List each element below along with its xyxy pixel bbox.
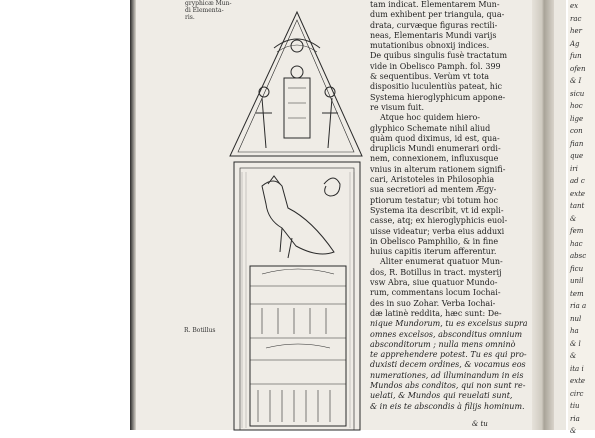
text-line: druplicis Mundi enumerari ordi- xyxy=(370,144,501,154)
right-page-fragment: ofen xyxy=(570,64,586,73)
text-line: mutationibus obnoxij indices. xyxy=(370,41,490,51)
text-line: & sequentibus. Verùm vt tota xyxy=(370,72,490,82)
text-line: sua secretiori ad mentem Ægy- xyxy=(370,185,497,195)
text-line: Mundos abs conditos, qui non sunt re- xyxy=(370,380,526,390)
text-line: Aliter enumerat quatuor Mun- xyxy=(380,257,503,267)
right-page-fragment: que xyxy=(570,152,584,160)
text-line: uisse videatur; verba eius adduxi xyxy=(370,226,505,236)
right-page-fragment: fian xyxy=(570,139,584,148)
text-line: dos, R. Botillus in tract. mysterij xyxy=(370,267,502,277)
text-line: numerationes, ad illuminandum in eis xyxy=(370,370,524,380)
text-line: Systema ita describit, vt id expli- xyxy=(370,205,504,215)
right-page-fragment: hoc xyxy=(570,102,583,110)
text-line: te apprehendere potest. Tu es qui pro- xyxy=(370,350,527,360)
text-line: absconditorum ; nulla mens omninò xyxy=(370,339,516,349)
right-page-fragment: lige xyxy=(570,114,584,123)
right-page-fragment: ria a xyxy=(570,302,587,310)
right-page-fragment: circ xyxy=(570,389,584,398)
right-page-fragment: ex xyxy=(570,2,579,10)
right-page-fragment: Ag xyxy=(570,39,580,48)
text-line: vnius in alterum rationem signifi- xyxy=(370,164,506,174)
right-page-fragment: & xyxy=(570,352,577,360)
text-line: re visum fuit. xyxy=(370,102,424,112)
right-page-fragment: ficu xyxy=(570,264,584,273)
right-page-fragment-column xyxy=(568,0,595,435)
right-page-fragment: exte xyxy=(570,189,586,198)
text-line: casse, atq; ex hieroglyphicis euol- xyxy=(370,216,508,226)
book-gutter xyxy=(532,0,554,430)
text-line: duxisti decem ordines, & vocamus eos xyxy=(370,360,526,370)
text-line: De quibus singulis fusè tractatum xyxy=(370,51,508,61)
right-page-fragment: tiu xyxy=(570,402,580,410)
right-page-fragment: ita i xyxy=(570,364,584,373)
right-page-fragment: ha xyxy=(570,327,579,335)
right-page-fragment: fun xyxy=(570,52,582,60)
text-line: rum, commentans locum Iochai- xyxy=(370,288,501,298)
text-line: uelati, & Mundos qui reuelati sunt, xyxy=(370,391,513,401)
text-line: in Obelisco Pamphilio, & in fine xyxy=(370,236,499,246)
margin-note-line: di Elementa- xyxy=(185,7,224,14)
text-line: Systema hieroglyphicum appone- xyxy=(370,92,506,102)
right-page-fragment: con xyxy=(570,127,583,135)
right-page-fragment: tem xyxy=(570,289,584,298)
right-page-fragment: tant xyxy=(570,202,585,210)
main-text-column xyxy=(370,0,528,412)
text-line: glyphico Schemate nihil aliud xyxy=(370,123,491,133)
text-line: Atque hoc quidem hiero- xyxy=(380,113,480,123)
text-line: dispositio luculentiùs pateat, hic xyxy=(370,82,502,92)
right-page-fragment: unil xyxy=(570,277,584,285)
text-line: cari, Aristoteles in Philosophia xyxy=(370,175,495,185)
right-page-fragment: her xyxy=(570,27,582,35)
obelisk-engraving xyxy=(222,8,372,430)
right-page-fragment: iri xyxy=(570,164,578,173)
text-line: dum exhibent per triangula, qua- xyxy=(370,10,505,20)
text-line: neas, Elementaris Mundi varijs xyxy=(370,30,497,40)
text-line: tam indicat. Elementarem Mun- xyxy=(370,0,500,9)
text-line: huius capitis iterum afferentur. xyxy=(370,247,497,257)
right-page-fragment: ria xyxy=(570,414,580,423)
text-line: vide in Obelisco Pamph. fol. 399 xyxy=(370,61,501,71)
right-page-fragment: fem xyxy=(570,227,584,235)
text-line: nique Mundorum, tu es excelsus supra xyxy=(370,319,528,329)
right-page-fragment: sicu xyxy=(570,89,585,98)
right-page-fragment: & I xyxy=(570,77,582,85)
right-page-fragment: & xyxy=(570,427,577,435)
text-line: nem, connexionem, influxusque xyxy=(370,154,499,164)
right-page-fragment: rac xyxy=(570,14,582,23)
text-line: drata, curvæque figuras rectili- xyxy=(370,20,498,30)
text-line: ptiorum testatur; vbi totum hoc xyxy=(370,195,499,205)
catchword: & tu xyxy=(472,420,488,428)
right-page-fragment: exte xyxy=(570,377,586,385)
margin-note-line: gryphicæ Mun- xyxy=(185,0,232,7)
right-page-fragment: & l xyxy=(570,339,581,348)
right-page-sliver xyxy=(554,0,566,430)
right-page-fragment: ad c xyxy=(570,177,585,185)
margin-note-botillus: R. Botillus xyxy=(184,327,216,334)
text-line: quàm quod diximus, id est, qua- xyxy=(370,133,500,143)
margin-note-line: ris. xyxy=(185,14,195,21)
right-page-fragment: & xyxy=(570,214,577,223)
right-page-fragment: absc xyxy=(570,252,587,260)
text-line: des in suo Zohar. Verba Iochai- xyxy=(370,298,496,308)
text-line: vsw Abra, siue quatuor Mundo- xyxy=(370,278,498,288)
right-page-fragment: nul xyxy=(570,314,582,323)
text-line: omnes excelsos, absconditus omnium xyxy=(370,329,523,339)
right-page-fragment: hac xyxy=(570,239,583,248)
text-line: & in eis te abscondis à filijs hominum. xyxy=(370,401,525,411)
text-line: dæ latinè reddita, hæc sunt: De- xyxy=(370,308,502,318)
